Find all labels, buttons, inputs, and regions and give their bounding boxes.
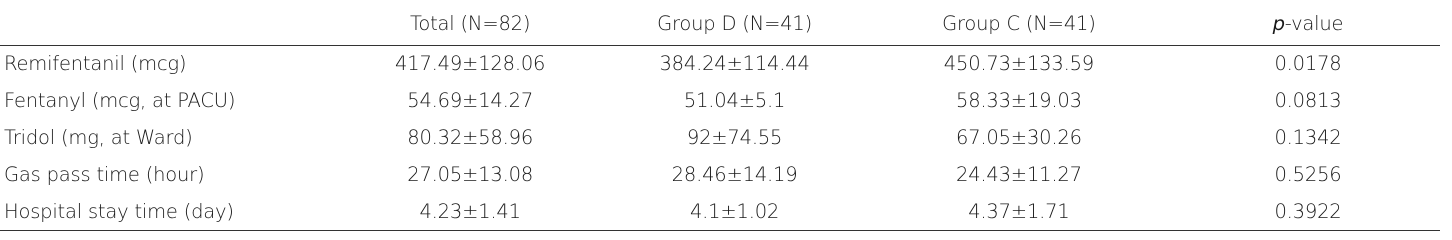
table-row <box>0 119 1440 156</box>
cell-total: 80.32±58.96 <box>407 126 534 149</box>
cell-total: 4.23±1.41 <box>333 193 607 230</box>
cell-p-value: 0.3922 <box>1176 193 1440 230</box>
table-row <box>0 82 1440 119</box>
cell-group-d: 28.46±14.19 <box>671 163 798 186</box>
cell-total: 417.49±128.06 <box>395 52 546 76</box>
cell-group-d: 384.24±114.44 <box>659 52 810 76</box>
cell-p-value: 0.1342 <box>1274 126 1342 149</box>
cell-total: 54.69±14.27 <box>407 89 534 112</box>
row-label: Fentanyl (mcg, at PACU) <box>4 89 236 112</box>
cell-p-value: 0.0813 <box>1274 89 1342 112</box>
header-p-rest: -value <box>1284 11 1344 35</box>
row-label: Tridol (mg, at Ward) <box>4 126 193 149</box>
row-label: Gas pass time (hour) <box>4 163 205 186</box>
table-row <box>0 156 1440 193</box>
cell-p-value: 0.0178 <box>1274 52 1342 76</box>
header-p-italic: p <box>1272 11 1285 35</box>
table-row <box>0 45 1440 82</box>
header-row <box>0 0 1440 45</box>
row-label: Remifentanil (mcg) <box>4 52 187 76</box>
cell-group-c: 58.33±19.03 <box>955 89 1082 112</box>
header-group-d: Group D (N=41) <box>607 0 861 45</box>
header-total: Total (N=82) <box>333 0 607 45</box>
header-p-value <box>1176 0 1440 45</box>
table-header <box>0 0 1440 45</box>
cell-group-c: 24.43±11.27 <box>955 163 1082 186</box>
cell-group-c: 67.05±30.26 <box>955 126 1082 149</box>
table-row <box>0 193 1440 230</box>
cell-group-c: 450.73±133.59 <box>943 52 1094 76</box>
cell-group-d: 51.04±5.1 <box>683 89 786 112</box>
cell-group-c: 4.37±1.71 <box>862 193 1176 230</box>
cell-group-d: 4.1±1.02 <box>607 193 861 230</box>
table-body <box>0 45 1440 230</box>
row-label: Hospital stay time (day) <box>0 193 333 230</box>
cell-p-value: 0.5256 <box>1274 163 1342 186</box>
header-group-c: Group C (N=41) <box>862 0 1176 45</box>
header-label <box>0 0 333 45</box>
cell-total: 27.05±13.08 <box>407 163 534 186</box>
cell-group-d: 92±74.55 <box>686 126 783 149</box>
